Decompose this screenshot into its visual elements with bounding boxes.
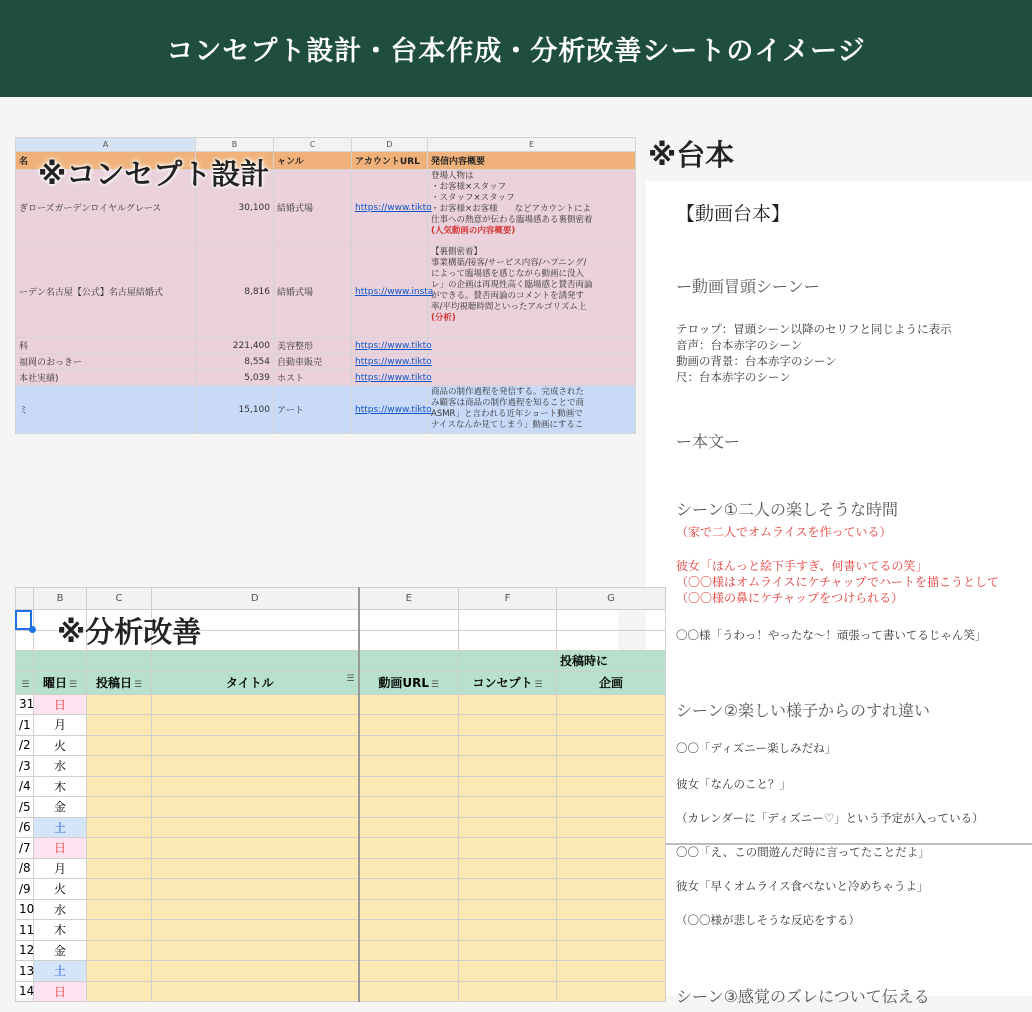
name-cell[interactable]: 科 (16, 338, 196, 354)
table-row (16, 776, 666, 797)
description-line: レ」の企画は再現性高く臨場感と賛否両論 (431, 280, 593, 290)
header-cell[interactable]: 企画 (557, 671, 666, 694)
header-cell[interactable]: 名 (16, 152, 196, 170)
description-line: ができる。賛否両論のコメントを誘発す (431, 291, 585, 301)
filter-icon[interactable]: ☰ (534, 680, 543, 690)
input-cell[interactable] (459, 838, 557, 859)
input-cell[interactable] (152, 735, 359, 756)
header-label: 投稿日 (95, 676, 132, 690)
input-cell[interactable] (459, 756, 557, 777)
input-cell[interactable] (359, 940, 459, 961)
weekday-cell[interactable]: 火 (34, 879, 87, 900)
date-cell[interactable]: /6 (16, 817, 34, 838)
cell[interactable] (16, 630, 34, 651)
page-header (0, 0, 1032, 97)
column-letter[interactable]: F (459, 588, 557, 610)
input-cell[interactable] (557, 715, 666, 736)
weekday-cell[interactable]: 日 (34, 838, 87, 859)
input-cell[interactable] (359, 879, 459, 900)
weekday-cell[interactable]: 水 (34, 899, 87, 920)
header-cell[interactable] (459, 671, 557, 694)
genre-cell[interactable]: 結婚式場 (274, 246, 352, 338)
script-line: シーン①二人の楽しそうな時間 (676, 500, 899, 519)
description-cell[interactable] (428, 370, 636, 386)
date-cell[interactable]: 31 (16, 694, 34, 715)
input-cell[interactable] (459, 694, 557, 715)
table-row (16, 386, 636, 434)
date-cell[interactable]: 13 (16, 961, 34, 982)
table-row (16, 817, 666, 838)
script-line: 音声：台本赤字のシーン (676, 338, 803, 352)
script-line: 【動画台本】 (676, 203, 791, 225)
description-line: ナイスなんか見てしまう」動画にするこ (431, 420, 584, 430)
input-cell[interactable] (557, 981, 666, 1002)
weekday-cell[interactable]: 土 (34, 817, 87, 838)
description-line: 商品の制作過程を発信する。完成された (431, 387, 585, 397)
input-cell[interactable] (459, 899, 557, 920)
column-letter[interactable]: B (34, 588, 87, 610)
input-cell[interactable] (87, 899, 152, 920)
header-cell[interactable] (34, 671, 87, 694)
input-cell[interactable] (359, 756, 459, 777)
group-header-cell[interactable]: 投稿時に (557, 651, 666, 672)
date-cell[interactable]: /7 (16, 838, 34, 859)
input-cell[interactable] (87, 879, 152, 900)
script-label: ※台本 (648, 138, 735, 172)
input-cell[interactable] (557, 838, 666, 859)
column-letter[interactable] (16, 588, 34, 610)
column-letter[interactable]: E (428, 138, 636, 152)
name-cell[interactable]: ミ (16, 386, 196, 434)
header-label: コンセプト (472, 676, 533, 690)
input-cell[interactable] (359, 797, 459, 818)
script-line: ー動画冒頭シーンー (676, 277, 820, 296)
weekday-cell[interactable]: 木 (34, 776, 87, 797)
description-line: 仕事への熱意が伝わる臨場感ある裏側密着 (431, 215, 593, 225)
input-cell[interactable] (557, 797, 666, 818)
input-cell[interactable] (152, 981, 359, 1002)
input-cell[interactable] (359, 981, 459, 1002)
description-line: によって臨場感を感じながら動画に没入 (431, 269, 585, 279)
genre-cell[interactable]: ホスト (274, 370, 352, 386)
column-letter[interactable]: G (557, 588, 666, 610)
input-cell[interactable] (459, 797, 557, 818)
description-line: 【裏側密着】 (431, 247, 483, 257)
description-cell[interactable] (428, 386, 636, 434)
input-cell[interactable] (557, 961, 666, 982)
table-row (16, 715, 666, 736)
script-line: テロップ：冒頭シーン以降のセリフと同じように表示 (676, 322, 952, 336)
date-cell[interactable]: /3 (16, 756, 34, 777)
name-cell[interactable]: 本社実績) (16, 370, 196, 386)
input-cell[interactable] (152, 817, 359, 838)
genre-cell[interactable]: 結婚式場 (274, 170, 352, 246)
input-cell[interactable] (359, 694, 459, 715)
header-label: タイトル (225, 676, 274, 690)
date-cell[interactable]: 11 (16, 920, 34, 941)
cell[interactable] (557, 630, 666, 651)
description-note: (分析) (431, 313, 456, 323)
script-line: 〇〇様「うわっ！やったな～！頑張って書いてるじゃん笑」 (676, 628, 987, 642)
weekday-cell[interactable]: 月 (34, 858, 87, 879)
description-cell[interactable] (428, 354, 636, 370)
input-cell[interactable] (152, 715, 359, 736)
script-line: ー本文ー (676, 432, 741, 451)
table-row (16, 838, 666, 859)
description-line: ・スタッフ×スタッフ (431, 193, 515, 203)
description-note: (人気動画の内容概要) (431, 226, 516, 236)
table-row (16, 694, 666, 715)
input-cell[interactable] (557, 940, 666, 961)
description-line: ・お客様×お客様 などアカウントによ (431, 204, 592, 214)
selection-handle[interactable] (29, 626, 36, 633)
input-cell[interactable] (359, 961, 459, 982)
input-cell[interactable] (359, 715, 459, 736)
filter-icon[interactable]: ☰ (431, 680, 440, 690)
input-cell[interactable] (87, 715, 152, 736)
header-cell[interactable] (359, 671, 459, 694)
cell[interactable] (459, 630, 557, 651)
date-cell[interactable]: /1 (16, 715, 34, 736)
name-cell[interactable]: ーデン名古屋【公式】名古屋結婚式 (16, 246, 196, 338)
concept-label: ※コンセプト設計 (38, 157, 270, 191)
table-row (16, 338, 636, 354)
url-link[interactable]: https://www.tikto (352, 354, 428, 370)
followers-cell[interactable]: 30,100 (196, 170, 274, 246)
input-cell[interactable] (557, 879, 666, 900)
weekday-cell[interactable]: 日 (34, 694, 87, 715)
column-letter[interactable]: C (87, 588, 152, 610)
url-link[interactable]: https://www.tikto (352, 386, 428, 434)
cell[interactable] (152, 651, 359, 672)
weekday-cell[interactable]: 木 (34, 920, 87, 941)
input-cell[interactable] (459, 940, 557, 961)
input-cell[interactable] (459, 715, 557, 736)
cell[interactable] (459, 651, 557, 672)
date-cell[interactable]: 14 (16, 981, 34, 1002)
column-letter[interactable]: D (152, 588, 359, 610)
column-header-row (16, 588, 666, 610)
input-cell[interactable] (459, 776, 557, 797)
input-cell[interactable] (359, 899, 459, 920)
filter-icon[interactable]: ☰ (133, 680, 143, 690)
header-cell[interactable]: アカウントURL (352, 152, 428, 170)
script-line: （家で二人でオムライスを作っている） (676, 525, 892, 539)
input-cell[interactable] (152, 858, 359, 879)
url-link[interactable]: https://www.tikto (352, 370, 428, 386)
followers-cell[interactable]: 5,039 (196, 370, 274, 386)
date-cell[interactable]: /4 (16, 776, 34, 797)
table-row (16, 797, 666, 818)
input-cell[interactable] (359, 838, 459, 859)
script-line: （〇〇様の鼻にケチャップをつけられる） (676, 591, 904, 605)
url-link[interactable]: https://www.tikto (352, 170, 428, 246)
input-cell[interactable] (459, 920, 557, 941)
input-cell[interactable] (459, 961, 557, 982)
input-cell[interactable] (557, 776, 666, 797)
input-cell[interactable] (152, 776, 359, 797)
description-line: み顧客は商品の制作過程を知ることで商 (431, 398, 585, 408)
description-line: 登場人物は (431, 171, 474, 181)
date-cell[interactable]: /9 (16, 879, 34, 900)
genre-cell[interactable]: アート (274, 386, 352, 434)
input-cell[interactable] (87, 981, 152, 1002)
script-line: 動画の背景：台本赤字のシーン (676, 354, 837, 368)
table-row (16, 735, 666, 756)
script-line: （〇〇様が悲しそうな反応をする） (676, 913, 860, 927)
input-cell[interactable] (87, 817, 152, 838)
input-cell[interactable] (459, 981, 557, 1002)
table-row (16, 920, 666, 941)
table-row (16, 940, 666, 961)
script-line: （〇〇様はオムライスにケチャップでハートを描こうとして (676, 575, 1000, 589)
header-cell[interactable] (87, 671, 152, 694)
filter-icon[interactable]: ☰ (346, 674, 355, 684)
filter-icon[interactable]: ☰ (21, 679, 30, 690)
input-cell[interactable] (459, 817, 557, 838)
weekday-cell[interactable]: 金 (34, 797, 87, 818)
name-cell[interactable]: 福岡のおっきー (16, 354, 196, 370)
script-line: （カレンダーに「ディズニー♡」という予定が入っている） (676, 811, 984, 825)
input-cell[interactable] (359, 735, 459, 756)
table-row (16, 961, 666, 982)
cell[interactable] (459, 610, 557, 631)
table-row (16, 370, 636, 386)
description-line: ・お客様×スタッフ (431, 182, 507, 192)
input-cell[interactable] (87, 838, 152, 859)
input-cell[interactable] (557, 817, 666, 838)
input-cell[interactable] (359, 858, 459, 879)
script-line: 〇〇「ディズニー楽しみだね」 (676, 741, 837, 755)
table-row (16, 858, 666, 879)
input-cell[interactable] (459, 879, 557, 900)
header-cell[interactable] (152, 671, 359, 694)
table-row (16, 899, 666, 920)
input-cell[interactable] (87, 776, 152, 797)
cell[interactable] (557, 610, 666, 631)
column-letter[interactable]: B (196, 138, 274, 152)
script-document[interactable] (646, 181, 1032, 1006)
description-line: ASMR」と言われる近年ショート動画で (431, 409, 583, 419)
table-row (16, 879, 666, 900)
input-cell[interactable] (87, 940, 152, 961)
description-line: 率/平均視聴時間といったアルゴリズム上 (431, 302, 587, 312)
followers-cell[interactable]: 15,100 (196, 386, 274, 434)
header-row (16, 671, 666, 694)
input-cell[interactable] (152, 756, 359, 777)
script-line: 彼女「なんのこと？」 (676, 777, 791, 791)
table-row (16, 354, 636, 370)
url-link[interactable]: https://www.insta (352, 246, 428, 338)
cell[interactable] (359, 630, 459, 651)
script-line: シーン②楽しい様子からのすれ違い (676, 701, 931, 720)
input-cell[interactable] (557, 694, 666, 715)
input-cell[interactable] (557, 920, 666, 941)
header-label: 動画URL (378, 676, 430, 690)
url-link[interactable]: https://www.tikto (352, 338, 428, 354)
input-cell[interactable] (152, 797, 359, 818)
column-letter[interactable]: A (16, 138, 196, 152)
genre-cell[interactable]: 美容整形 (274, 338, 352, 354)
script-line: 彼女「早くオムライス食べないと冷めちゃうよ」 (676, 879, 929, 893)
script-line: 彼女「ほんっと絵下手すぎ、何書いてるの笑」 (676, 559, 928, 573)
weekday-cell[interactable]: 金 (34, 940, 87, 961)
input-cell[interactable] (359, 817, 459, 838)
name-cell[interactable]: ぎローズガーデンロイヤルグレース (16, 170, 196, 246)
group-header-row (16, 651, 666, 672)
input-cell[interactable] (87, 961, 152, 982)
input-cell[interactable] (557, 756, 666, 777)
script-line: 尺：台本赤字のシーン (676, 370, 791, 384)
description-line: 事業構築/接客/サービス内容/ハプニング/ (431, 258, 587, 268)
input-cell[interactable] (152, 920, 359, 941)
followers-cell[interactable]: 8,554 (196, 354, 274, 370)
table-row (16, 246, 636, 338)
cell[interactable] (359, 651, 459, 672)
weekday-cell[interactable]: 土 (34, 961, 87, 982)
date-cell[interactable]: /5 (16, 797, 34, 818)
input-cell[interactable] (152, 838, 359, 859)
date-cell[interactable]: 10 (16, 899, 34, 920)
script-line: シーン③感覚のズレについて伝える (676, 987, 930, 1006)
date-cell[interactable]: 12 (16, 940, 34, 961)
input-cell[interactable] (359, 920, 459, 941)
input-cell[interactable] (359, 776, 459, 797)
input-cell[interactable] (152, 940, 359, 961)
script-line: 〇〇「え、この間遊んだ時に言ってたことだよ」 (676, 845, 930, 859)
header-label: 曜日 (42, 676, 67, 690)
input-cell[interactable] (152, 694, 359, 715)
header-cell[interactable]: 発信内容概要 (428, 152, 636, 170)
input-cell[interactable] (459, 858, 557, 879)
input-cell[interactable] (152, 961, 359, 982)
input-cell[interactable] (459, 735, 557, 756)
input-cell[interactable] (87, 694, 152, 715)
date-cell[interactable]: /8 (16, 858, 34, 879)
description-cell[interactable] (428, 338, 636, 354)
table-row (16, 756, 666, 777)
page-title: コンセプト設計・台本作成・分析改善シートのイメージ (166, 36, 866, 67)
input-cell[interactable] (557, 899, 666, 920)
description-cell[interactable] (428, 170, 636, 246)
description-cell[interactable] (428, 246, 636, 338)
cell[interactable] (34, 651, 87, 672)
analysis-label: ※分析改善 (57, 615, 202, 649)
header-cell[interactable]: ャンル (274, 152, 352, 170)
filter-icon[interactable]: ☰ (68, 680, 78, 690)
followers-cell[interactable]: 221,400 (196, 338, 274, 354)
input-cell[interactable] (87, 797, 152, 818)
weekday-cell[interactable]: 水 (34, 756, 87, 777)
input-cell[interactable] (557, 858, 666, 879)
column-letter[interactable]: E (359, 588, 459, 610)
input-cell[interactable] (87, 735, 152, 756)
date-cell[interactable]: /2 (16, 735, 34, 756)
input-cell[interactable] (87, 858, 152, 879)
input-cell[interactable] (87, 920, 152, 941)
weekday-cell[interactable]: 日 (34, 981, 87, 1002)
weekday-cell[interactable]: 火 (34, 735, 87, 756)
input-cell[interactable] (87, 756, 152, 777)
input-cell[interactable] (152, 899, 359, 920)
column-header-row (16, 138, 636, 152)
column-letter[interactable]: D (352, 138, 428, 152)
header-cell[interactable] (16, 671, 34, 694)
input-cell[interactable] (152, 879, 359, 900)
followers-cell[interactable]: 8,816 (196, 246, 274, 338)
weekday-cell[interactable]: 月 (34, 715, 87, 736)
cell[interactable] (16, 651, 34, 672)
column-letter[interactable]: C (274, 138, 352, 152)
genre-cell[interactable]: 自動車販売 (274, 354, 352, 370)
table-row (16, 981, 666, 1002)
input-cell[interactable] (557, 735, 666, 756)
cell[interactable] (359, 610, 459, 631)
cell[interactable] (87, 651, 152, 672)
